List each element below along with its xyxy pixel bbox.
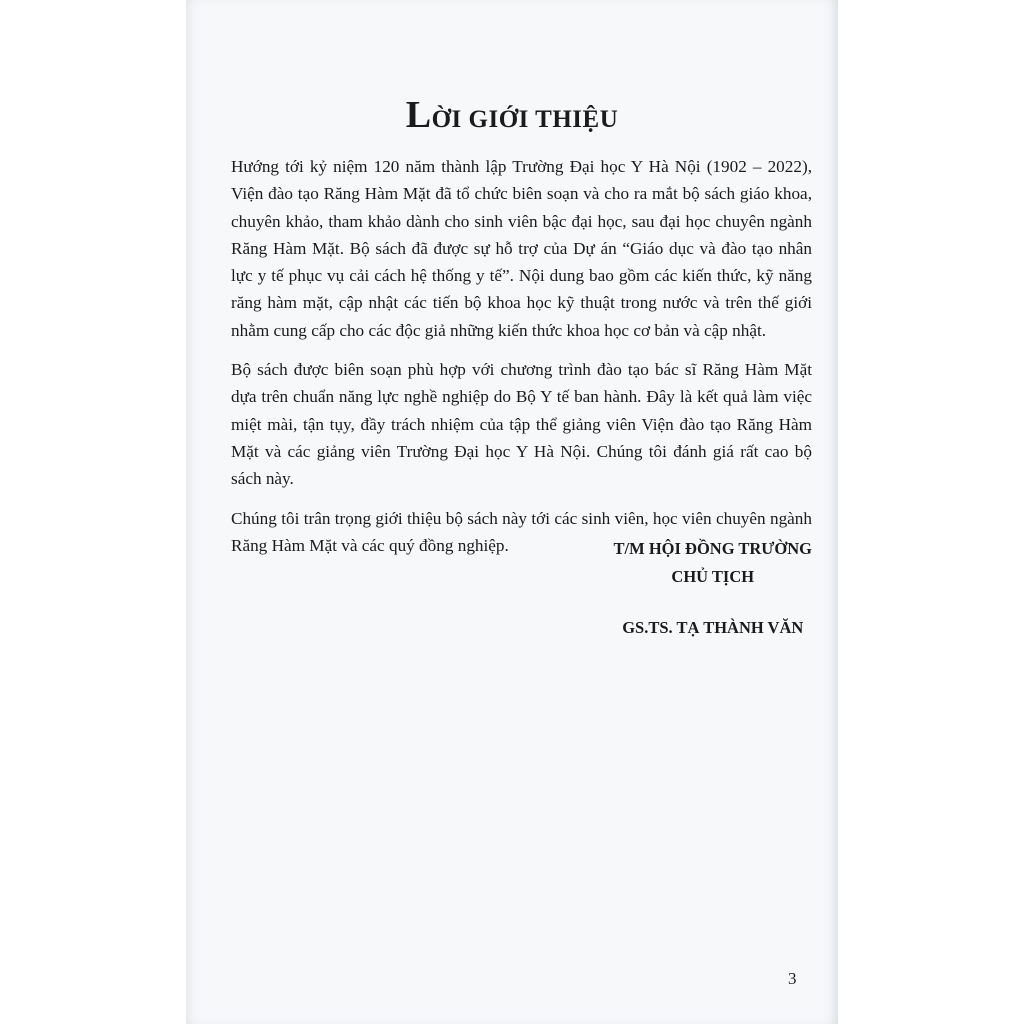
title-initial: L xyxy=(405,94,432,136)
paragraph-1: Hướng tới kỷ niệm 120 năm thành lập Trường Đại học Y Hà Nội (1902 – 2022), Viện đào tạo Răng Hàm Mặt đã tổ chức biên soạn và cho ra mắt bộ sách giáo khoa, chuyên khảo, tham khảo dành cho sinh viên bậc đại học, sau đại học chuyên ngành Răng Hàm Mặt. Bộ sách đã được sự hỗ trợ của Dự án “Giáo dục và đào tạo nhân lực y tế phục vụ cải cách hệ thống y tế”. Nội dung bao gồm các kiến thức, kỹ năng răng hàm mặt, cập nhật các tiến bộ khoa học kỹ thuật trong nước và trên thế giới nhằm cung cấp cho các độc giả những kiến thức khoa học cơ bản và cập nhật. xyxy=(231,157,812,340)
signature-name: GS.TS. TẠ THÀNH VĂN xyxy=(622,618,804,637)
signature-position: CHỦ TỊCH xyxy=(671,567,755,586)
title-rest: ỜI GIỚI THIỆU xyxy=(431,106,619,133)
page-number: 3 xyxy=(788,969,797,988)
bleed-through-text xyxy=(216,40,816,62)
page-title xyxy=(186,95,838,140)
paragraph-2: Bộ sách được biên soạn phù hợp với chương trình đào tạo bác sĩ Răng Hàm Mặt dựa trên chuẩn năng lực nghề nghiệp do Bộ Y tế ban hành. Đây là kết quả làm việc miệt mài, tận tụy, đầy trách nhiệm của tập thể giảng viên Viện đào tạo Răng Hàm Mặt và các giảng viên Trường Đại học Y Hà Nội. Chúng tôi đánh giá rất cao bộ sách này. xyxy=(231,360,812,489)
body-text xyxy=(231,153,812,571)
signature-block xyxy=(614,535,812,642)
paragraph-3: Chúng tôi trân trọng giới thiệu bộ sách này tới các sinh viên, học viên chuyên ngành Răng Hàm Mặt và các quý đồng nghiệp. xyxy=(231,508,812,555)
document-page xyxy=(186,0,838,1024)
signature-on-behalf: T/M HỘI ĐỒNG TRƯỜNG xyxy=(613,539,812,558)
